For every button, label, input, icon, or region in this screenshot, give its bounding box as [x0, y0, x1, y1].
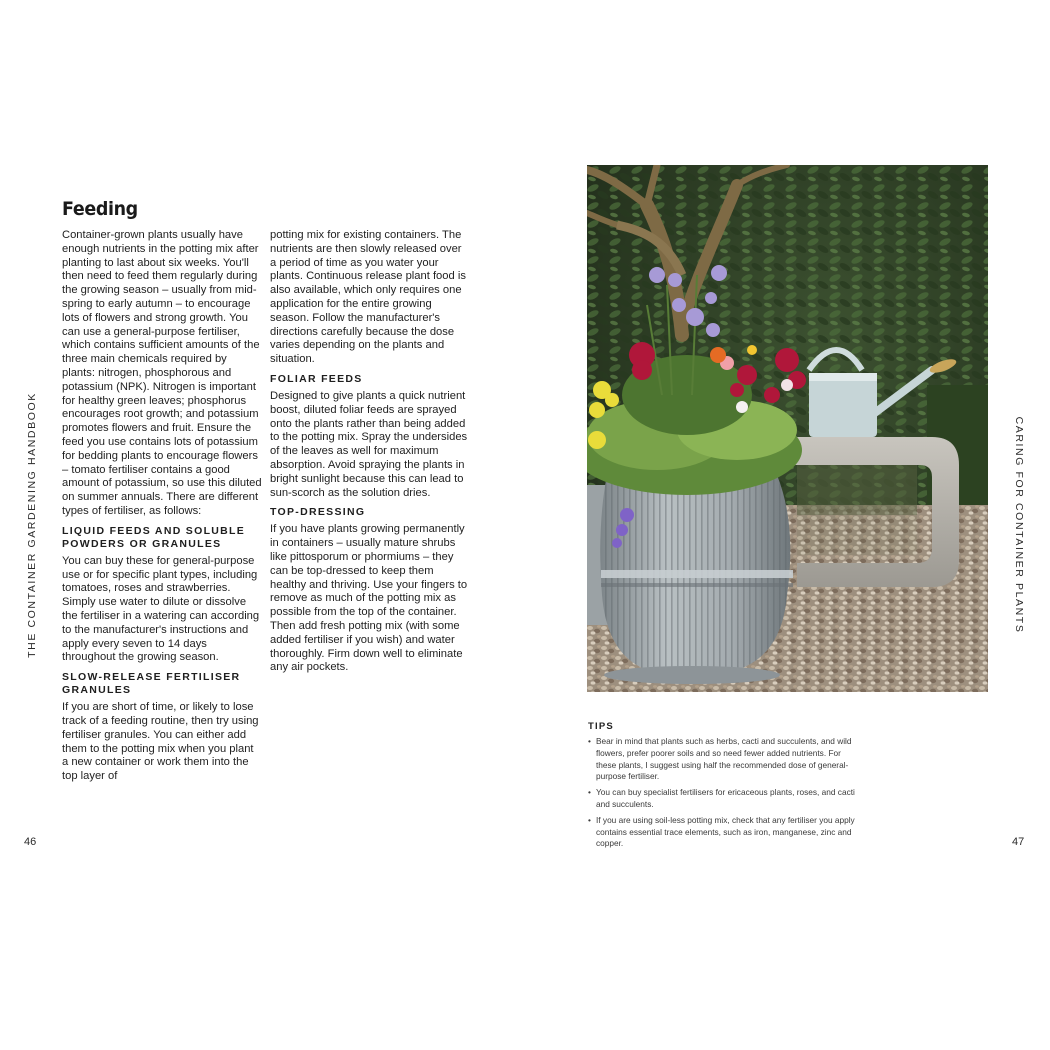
tip-item — [588, 815, 858, 850]
tips-box — [588, 721, 858, 854]
page-number-left: 46 — [24, 836, 37, 848]
intro-paragraph: Container-grown plants usually have enough nutrients in the potting mix after planting to last about six weeks. You'll then need to feed them regularly during the growing season – usually from mid-spring to early autumn – to encourage lots of flowers and strong growth. You can use a general-purpose fertiliser, which contains sufficient amounts of the three main chemicals required by plants: nitrogen, phosphorous and potassium (NPK). Nitrogen is important for healthy green leaves; phosphorus encourages root growth; and potassium promotes flowers and fruit. Ensure the feed you use contains lots of potassium for bedding plants to encourage flowers – tomato fertiliser contains a good amount of potassium, so use this diluted on summer annuals. There are different types of fertiliser, as follows: — [62, 229, 262, 517]
tip-text: Bear in mind that plants such as herbs, cacti and succulents, and wild flowers, prefer poorer soils and so need fewer added nutrients. For these plants, I suggest using half the recommended dose of general-purpose fertiliser. — [596, 736, 852, 782]
section-body-liquid-feeds: You can buy these for general-purpose use or for specific plant types, including tomatoes, roses and strawberries. Simply use water to dilute or dissolve the fertiliser in a watering can according to the manufacturer's instructions and apply every seven to 14 days throughout the growing season. — [62, 554, 260, 664]
section-body-slow-release: If you are short of time, or likely to lose track of a feeding routine, then try using fertiliser granules. You can either add them to the potting mix when you plant a new container or work them into the top layer of — [62, 701, 259, 783]
bullet-icon: • — [588, 787, 591, 798]
section-heading-slow-release: SLOW-RELEASE FERTILISER GRANULES — [62, 671, 241, 697]
bullet-icon: • — [588, 736, 591, 746]
section-heading-liquid-feeds: LIQUID FEEDS AND SOLUBLE POWDERS OR GRANULES — [62, 524, 246, 550]
continued-paragraph: potting mix for existing containers. The nutrients are then slowly released over a period of time as you water your plants. Continuous release plant food is also available, which only requires one application for the entire growing season. Follow the manufacturer's directions carefully because the dose varies depending on the plants and situation. — [270, 229, 466, 366]
text-column-1 — [62, 229, 262, 790]
tip-item — [588, 736, 858, 783]
section-heading-foliar-feeds: FOLIAR FEEDS — [270, 372, 363, 385]
tips-heading: TIPS — [588, 721, 614, 732]
page-title: Feeding — [62, 198, 138, 220]
garden-photo-illustration — [587, 165, 988, 692]
section-body-foliar-feeds: Designed to give plants a quick nutrient boost, diluted foliar feeds are sprayed onto the plants rather than being added to the potting mix. Spray the undersides of the leaves as well for maximum absorption. Avoid spraying the plants in bright sunlight because this can lead to sun-scorch as the solution dries. — [270, 389, 468, 499]
garden-photo — [587, 165, 988, 692]
section-body-top-dressing: If you have plants growing permanently in containers – usually mature shrubs like pittosporum or phormiums – they can be top-dressed to keep them healthy and thriving. Use your fingers to remove as much of the potting mix as possible from the top of the container. Then add fresh potting mix (with some added fertiliser if you wish) and water thoroughly. Firm down well to eliminate any air pockets. — [270, 523, 468, 674]
page-number-right: 47 — [1012, 836, 1025, 848]
tip-text: If you are using soil-less potting mix, check that any fertiliser you apply contains essential trace elements, such as iron, manganese, zinc and copper. — [596, 814, 855, 849]
section-heading-top-dressing: TOP-DRESSING — [270, 506, 366, 519]
text-column-2 — [270, 229, 470, 681]
tips-list — [588, 736, 858, 850]
tip-item — [588, 787, 858, 811]
tip-text: You can buy specialist fertilisers for ericaceous plants, roses, and cacti and succulents. — [596, 787, 855, 809]
running-head-right: CARING FOR CONTAINER PLANTS — [1013, 416, 1025, 634]
running-head-left: THE CONTAINER GARDENING HANDBOOK — [26, 392, 38, 658]
bullet-icon: • — [588, 814, 591, 825]
